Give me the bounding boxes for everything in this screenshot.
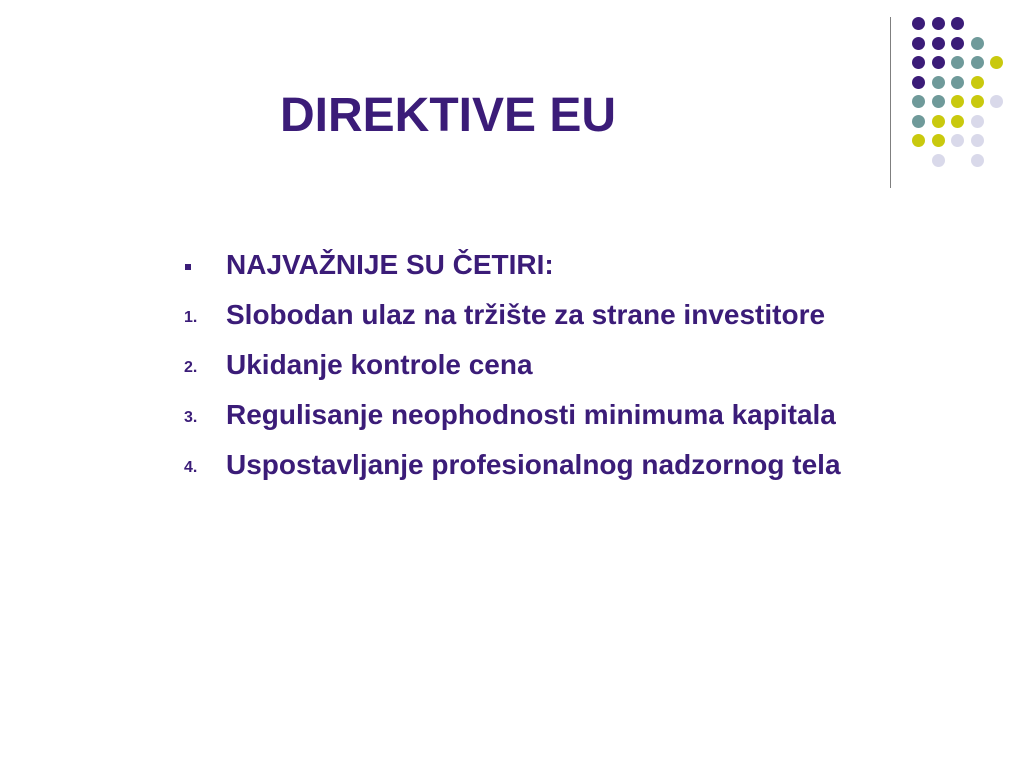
decorative-dot [951,95,964,108]
decorative-dot [971,95,984,108]
decorative-dot [971,76,984,89]
list-item [0,340,1024,380]
decorative-dot [951,115,964,128]
decorative-dot [990,95,1003,108]
list-item-number: 1. [184,309,198,326]
decorative-dot [932,115,945,128]
list-item-number: 3. [184,409,198,426]
decorative-dot [971,37,984,50]
decorative-dot [990,56,1003,69]
list-item [0,290,1024,330]
square-bullet-icon [185,264,191,270]
decorative-dot [971,115,984,128]
list-item-text: Ukidanje kontrole cena [226,349,533,380]
decorative-dot [971,56,984,69]
decorative-dot [951,56,964,69]
decorative-dot [932,95,945,108]
decorative-dot [971,154,984,167]
decorative-dot [932,56,945,69]
list-heading-item [0,240,1024,280]
decorative-dot [932,76,945,89]
list-heading-text: NAJVAŽNIJE SU ČETIRI: [226,249,554,280]
decorative-dot [912,134,925,147]
slide-title: DIREKTIVE EU [280,89,617,142]
decorative-dot [932,134,945,147]
decorative-dot [912,115,925,128]
decorative-dot [951,37,964,50]
decorative-dot [951,76,964,89]
list-item-text: Slobodan ulaz na tržište za strane investitore [226,299,826,330]
list-item-number: 4. [184,459,198,476]
decorative-dot [932,154,945,167]
decorative-dot [912,56,925,69]
list-item-text: Regulisanje neophodnosti minimuma kapitala [226,399,836,430]
decorative-dot [932,37,945,50]
list-item [0,390,1024,430]
decorative-dot [912,17,925,30]
decorative-dot [912,76,925,89]
decorative-dot [912,95,925,108]
vertical-divider [890,17,891,188]
list-item-text: Uspostavljanje profesionalnog nadzornog tela [226,449,841,480]
decorative-dot [912,37,925,50]
list-item [0,440,1024,480]
list-item-number: 2. [184,359,198,376]
decorative-dot [951,17,964,30]
decorative-dot [932,17,945,30]
decorative-dot [951,134,964,147]
decorative-dot [971,134,984,147]
